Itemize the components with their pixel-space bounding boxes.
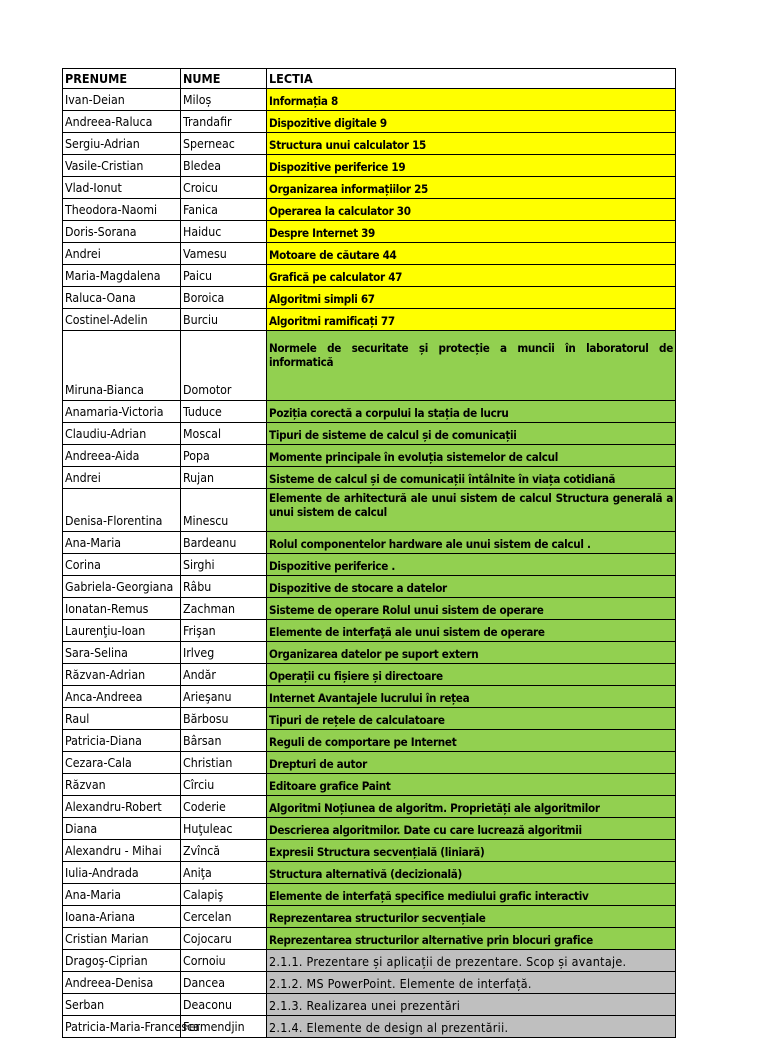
cell-prenume[interactable]: Cristian Marian xyxy=(63,928,181,950)
table-row xyxy=(63,177,676,199)
cell-nume[interactable]: Croicu xyxy=(181,177,267,199)
cell-prenume[interactable]: Claudiu-Adrian xyxy=(63,423,181,445)
table-row xyxy=(63,840,676,862)
cell-lectia[interactable]: Informația 8 xyxy=(267,89,676,111)
cell-prenume[interactable]: Corina xyxy=(63,554,181,576)
cell-nume[interactable]: Bârsan xyxy=(181,730,267,752)
table-row xyxy=(63,265,676,287)
cell-lectia[interactable]: Elemente de arhitectură ale unui sistem de calcul Structura generală a unui sistem de calcul xyxy=(267,489,676,532)
cell-lectia[interactable]: Reguli de comportare pe Internet xyxy=(267,730,676,752)
cell-lectia[interactable]: Rolul componentelor hardware ale unui sistem de calcul . xyxy=(267,532,676,554)
table-row xyxy=(63,243,676,265)
table-body xyxy=(63,89,676,1038)
table-row xyxy=(63,642,676,664)
cell-nume[interactable]: Bardeanu xyxy=(181,532,267,554)
header-row xyxy=(63,69,676,89)
table-row xyxy=(63,686,676,708)
cell-prenume[interactable]: Ana-Maria xyxy=(63,884,181,906)
cell-prenume[interactable]: Ionatan-Remus xyxy=(63,598,181,620)
table-row xyxy=(63,309,676,331)
cell-lectia[interactable]: Operarea la calculator 30 xyxy=(267,199,676,221)
table-row xyxy=(63,445,676,467)
cell-prenume[interactable]: Vasile-Cristian xyxy=(63,155,181,177)
cell-prenume[interactable]: Răzvan xyxy=(63,774,181,796)
table-row xyxy=(63,199,676,221)
cell-nume[interactable]: Cojocaru xyxy=(181,928,267,950)
cell-prenume[interactable]: Iulia-Andrada xyxy=(63,862,181,884)
cell-prenume[interactable]: Serban xyxy=(63,994,181,1016)
cell-lectia[interactable]: Expresii Structura secvențială (liniară) xyxy=(267,840,676,862)
cell-lectia[interactable]: Dispozitive de stocare a datelor xyxy=(267,576,676,598)
cell-nume[interactable]: Irlveg xyxy=(181,642,267,664)
table-row xyxy=(63,862,676,884)
cell-lectia[interactable]: 2.1.2. MS PowerPoint. Elemente de interfață. xyxy=(267,972,676,994)
cell-nume[interactable]: Huţuleac xyxy=(181,818,267,840)
cell-nume[interactable]: Fermendjin xyxy=(181,1016,267,1038)
table-row xyxy=(63,906,676,928)
table-row xyxy=(63,331,676,401)
cell-nume[interactable]: Bledea xyxy=(181,155,267,177)
table-row xyxy=(63,818,676,840)
cell-prenume[interactable]: Laurenţiu-Ioan xyxy=(63,620,181,642)
cell-lectia[interactable]: Despre Internet 39 xyxy=(267,221,676,243)
cell-nume[interactable]: Andăr xyxy=(181,664,267,686)
cell-prenume[interactable]: Maria-Magdalena xyxy=(63,265,181,287)
cell-nume[interactable]: Burciu xyxy=(181,309,267,331)
table-row xyxy=(63,774,676,796)
cell-nume[interactable]: Sirghi xyxy=(181,554,267,576)
cell-nume[interactable]: Vamesu xyxy=(181,243,267,265)
table-row xyxy=(63,133,676,155)
cell-nume[interactable]: Domotor xyxy=(181,331,267,401)
cell-nume[interactable]: Zachman xyxy=(181,598,267,620)
cell-prenume[interactable]: Denisa-Florentina xyxy=(63,489,181,532)
cell-lectia[interactable]: Descrierea algoritmilor. Date cu care lucrează algoritmii xyxy=(267,818,676,840)
cell-prenume[interactable]: Andrei xyxy=(63,243,181,265)
cell-prenume[interactable]: Theodora-Naomi xyxy=(63,199,181,221)
cell-prenume[interactable]: Andreea-Denisa xyxy=(63,972,181,994)
cell-prenume[interactable]: Răzvan-Adrian xyxy=(63,664,181,686)
cell-prenume[interactable]: Patricia-Diana xyxy=(63,730,181,752)
cell-prenume[interactable]: Diana xyxy=(63,818,181,840)
cell-lectia[interactable]: Grafică pe calculator 47 xyxy=(267,265,676,287)
cell-lectia[interactable]: Tipuri de rețele de calculatoare xyxy=(267,708,676,730)
table-row xyxy=(63,1016,676,1038)
table-row xyxy=(63,287,676,309)
cell-nume[interactable]: Calapiş xyxy=(181,884,267,906)
cell-prenume[interactable]: Andrei xyxy=(63,467,181,489)
table-row xyxy=(63,401,676,423)
cell-nume[interactable]: Râbu xyxy=(181,576,267,598)
cell-lectia[interactable]: Drepturi de autor xyxy=(267,752,676,774)
cell-prenume[interactable]: Raluca-Oana xyxy=(63,287,181,309)
cell-nume[interactable]: Popa xyxy=(181,445,267,467)
cell-prenume[interactable]: Ioana-Ariana xyxy=(63,906,181,928)
cell-prenume[interactable]: Alexandru - Mihai xyxy=(63,840,181,862)
table-row xyxy=(63,423,676,445)
cell-lectia[interactable]: Algoritmi simpli 67 xyxy=(267,287,676,309)
table-row xyxy=(63,89,676,111)
cell-nume[interactable]: Boroica xyxy=(181,287,267,309)
table-row xyxy=(63,708,676,730)
table-row xyxy=(63,928,676,950)
cell-lectia[interactable]: Motoare de căutare 44 xyxy=(267,243,676,265)
table-row xyxy=(63,155,676,177)
cell-nume[interactable]: Dancea xyxy=(181,972,267,994)
cell-nume[interactable]: Zvîncă xyxy=(181,840,267,862)
cell-lectia[interactable]: Structura unui calculator 15 xyxy=(267,133,676,155)
table-row xyxy=(63,576,676,598)
table-row xyxy=(63,598,676,620)
cell-prenume[interactable]: Doris-Sorana xyxy=(63,221,181,243)
cell-nume[interactable]: Moscal xyxy=(181,423,267,445)
cell-prenume[interactable]: Ivan-Deian xyxy=(63,89,181,111)
cell-prenume[interactable]: Dragoş-Ciprian xyxy=(63,950,181,972)
cell-nume[interactable]: Rujan xyxy=(181,467,267,489)
table-row xyxy=(63,994,676,1016)
cell-nume[interactable]: Deaconu xyxy=(181,994,267,1016)
table-row xyxy=(63,730,676,752)
cell-prenume[interactable]: Cezara-Cala xyxy=(63,752,181,774)
cell-lectia[interactable]: 2.1.4. Elemente de design al prezentării. xyxy=(267,1016,676,1038)
cell-prenume[interactable]: Miruna-Bianca xyxy=(63,331,181,401)
table-row xyxy=(63,664,676,686)
cell-lectia[interactable]: Elemente de interfaţă ale unui sistem de operare xyxy=(267,620,676,642)
cell-nume[interactable]: Tuduce xyxy=(181,401,267,423)
table-row xyxy=(63,221,676,243)
cell-nume[interactable]: Cîrciu xyxy=(181,774,267,796)
cell-lectia[interactable]: Normele de securitate și protecție a muncii în laboratorul de informatică xyxy=(267,331,676,401)
cell-lectia[interactable]: Reprezentarea structurilor secvențiale xyxy=(267,906,676,928)
cell-lectia[interactable]: Momente principale în evoluția sistemelor de calcul xyxy=(267,445,676,467)
cell-lectia[interactable]: Algoritmi ramificați 77 xyxy=(267,309,676,331)
table-row xyxy=(63,111,676,133)
cell-lectia[interactable]: Organizarea informațiilor 25 xyxy=(267,177,676,199)
cell-lectia[interactable]: Sisteme de operare Rolul unui sistem de operare xyxy=(267,598,676,620)
cell-nume[interactable]: Frişan xyxy=(181,620,267,642)
cell-nume[interactable]: Paicu xyxy=(181,265,267,287)
cell-lectia[interactable]: 2.1.3. Realizarea unei prezentări xyxy=(267,994,676,1016)
cell-lectia[interactable]: Dispozitive periferice 19 xyxy=(267,155,676,177)
cell-nume[interactable]: Arieşanu xyxy=(181,686,267,708)
cell-nume[interactable]: Trandafir xyxy=(181,111,267,133)
table-row xyxy=(63,972,676,994)
cell-lectia[interactable]: Structura alternativă (decizională) xyxy=(267,862,676,884)
column-header-nume[interactable]: NUME xyxy=(181,69,267,89)
table-row xyxy=(63,554,676,576)
lesson-assignment-table xyxy=(62,68,676,1038)
cell-lectia[interactable]: Reprezentarea structurilor alternative prin blocuri grafice xyxy=(267,928,676,950)
cell-nume[interactable]: Aniţa xyxy=(181,862,267,884)
table-row xyxy=(63,532,676,554)
table-row xyxy=(63,467,676,489)
cell-lectia[interactable]: Operații cu fișiere și directoare xyxy=(267,664,676,686)
cell-lectia[interactable]: Sisteme de calcul și de comunicații întâlnite în viața cotidiană xyxy=(267,467,676,489)
cell-prenume[interactable]: Costinel-Adelin xyxy=(63,309,181,331)
cell-prenume[interactable]: Ana-Maria xyxy=(63,532,181,554)
cell-lectia[interactable]: Tipuri de sisteme de calcul și de comunicații xyxy=(267,423,676,445)
cell-nume[interactable]: Sperneac xyxy=(181,133,267,155)
cell-prenume[interactable]: Alexandru-Robert xyxy=(63,796,181,818)
cell-prenume[interactable]: Vlad-Ionut xyxy=(63,177,181,199)
cell-lectia[interactable]: Internet Avantajele lucrului în rețea xyxy=(267,686,676,708)
cell-nume[interactable]: Cercelan xyxy=(181,906,267,928)
column-header-lectia[interactable]: LECTIA xyxy=(267,69,676,89)
table-row xyxy=(63,489,676,532)
cell-nume[interactable]: Miloș xyxy=(181,89,267,111)
cell-nume[interactable]: Christian xyxy=(181,752,267,774)
cell-prenume[interactable]: Gabriela-Georgiana xyxy=(63,576,181,598)
cell-lectia[interactable]: 2.1.1. Prezentare și aplicații de prezentare. Scop și avantaje. xyxy=(267,950,676,972)
cell-lectia[interactable]: Dispozitive digitale 9 xyxy=(267,111,676,133)
cell-nume[interactable]: Coderie xyxy=(181,796,267,818)
table-row xyxy=(63,752,676,774)
table-row xyxy=(63,950,676,972)
cell-lectia[interactable]: Elemente de interfață specifice mediului grafic interactiv xyxy=(267,884,676,906)
table-row xyxy=(63,884,676,906)
cell-nume[interactable]: Fanica xyxy=(181,199,267,221)
cell-nume[interactable]: Haiduc xyxy=(181,221,267,243)
cell-lectia[interactable]: Organizarea datelor pe suport extern xyxy=(267,642,676,664)
table-row xyxy=(63,620,676,642)
cell-prenume[interactable]: Sergiu-Adrian xyxy=(63,133,181,155)
cell-prenume[interactable]: Anca-Andreea xyxy=(63,686,181,708)
table-row xyxy=(63,796,676,818)
cell-nume[interactable]: Bărbosu xyxy=(181,708,267,730)
cell-prenume[interactable]: Andreea-Aida xyxy=(63,445,181,467)
cell-prenume[interactable]: Sara-Selina xyxy=(63,642,181,664)
cell-prenume[interactable]: Patricia-Maria-Francesca xyxy=(63,1016,181,1038)
cell-prenume[interactable]: Andreea-Raluca xyxy=(63,111,181,133)
cell-lectia[interactable]: Dispozitive periferice . xyxy=(267,554,676,576)
cell-prenume[interactable]: Raul xyxy=(63,708,181,730)
cell-lectia[interactable]: Poziția corectă a corpului la stația de lucru xyxy=(267,401,676,423)
cell-lectia[interactable]: Editoare grafice Paint xyxy=(267,774,676,796)
cell-lectia[interactable]: Algoritmi Noțiunea de algoritm. Proprietăți ale algoritmilor xyxy=(267,796,676,818)
cell-prenume[interactable]: Anamaria-Victoria xyxy=(63,401,181,423)
column-header-prenume[interactable]: PRENUME xyxy=(63,69,181,89)
cell-nume[interactable]: Cornoiu xyxy=(181,950,267,972)
cell-nume[interactable]: Minescu xyxy=(181,489,267,532)
